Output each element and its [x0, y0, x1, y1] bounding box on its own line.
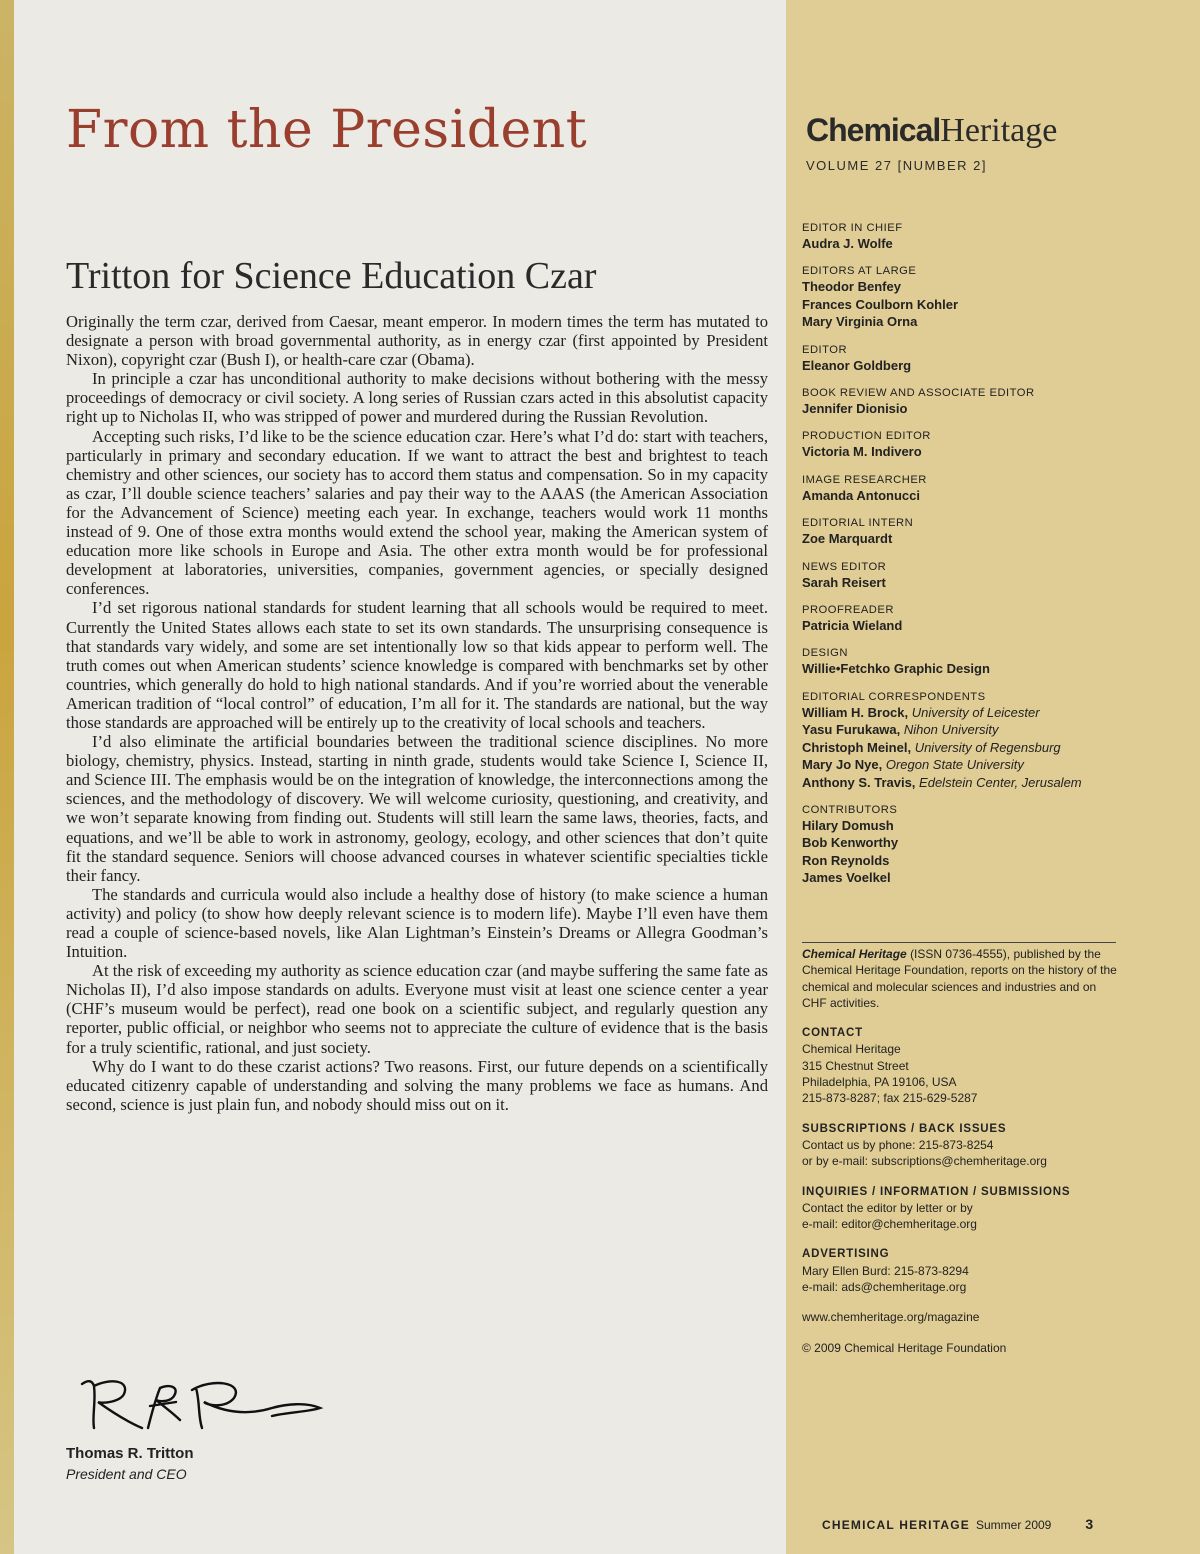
staff-role: EDITOR IN CHIEF [802, 222, 903, 234]
subscriptions-email[interactable]: or by e-mail: subscriptions@chemheritage.org [802, 1154, 1047, 1169]
staff-person: James Voelkel [802, 870, 891, 886]
staff-block [802, 646, 1182, 677]
page-number: 3 [1085, 1516, 1094, 1532]
staff-person: Yasu Furukawa, Nihon University [802, 722, 999, 738]
copyright: © 2009 Chemical Heritage Foundation [802, 1340, 1007, 1355]
staff-person: Willie•Fetchko Graphic Design [802, 661, 990, 677]
staff-person: Anthony S. Travis, Edelstein Center, Jerusalem [802, 774, 1082, 790]
staff-block [802, 221, 1182, 252]
staff-block [802, 343, 1182, 374]
footer-publication: CHEMICAL HERITAGE [822, 1518, 970, 1532]
staff-block [802, 603, 1182, 634]
staff-person: Jennifer Dionisio [802, 401, 908, 417]
staff-role: DESIGN [802, 647, 848, 660]
website-link[interactable]: www.chemheritage.org/magazine [802, 1310, 980, 1325]
staff-list [802, 221, 1182, 899]
staff-person: William H. Brock, University of Leicester [802, 704, 1040, 720]
article-paragraph: In principle a czar has unconditional authority to make decisions without bothering with the messy proceedings of democracy or civil society. A long series of Russian czars acted in this absolutist capacity right up to Nicholas II, who was stripped of power and murdered during the Russian Revolution. [66, 369, 768, 427]
staff-person: Zoe Marquardt [802, 531, 893, 547]
staff-role: EDITORIAL CORRESPONDENTS [802, 690, 986, 703]
article-paragraph: I’d set rigorous national standards for student learning that all schools would be required to meet. Currently the United States allows each state to set its own standards. The unsurprising consequence is that standards vary widely, and some are set intentionally low so that kids appear to perform well. The truth comes out when American students’ science knowledge is compared with benchmarks set by other countries, which generally do hold to high national standards. And if you’re worried about the venerable American tradition of “local control” of education, I’m all for it. The standards are national, but the way those standards are approached will be entirely up to the creativity of local schools and teachers. [66, 598, 768, 732]
staff-person: Hilary Domush [802, 817, 894, 833]
page-footer [822, 1516, 1093, 1532]
advertising-block: ADVERTISING Mary Ellen Burd: 215-873-8294 e-mail: ads@chemheritage.org [802, 1246, 1122, 1295]
publication-info [802, 946, 1122, 1370]
magazine-page [14, 0, 1200, 1554]
article-body [66, 312, 768, 1114]
section-title: From the President [66, 100, 588, 160]
author-title: President and CEO [66, 1466, 187, 1482]
staff-block [802, 803, 1182, 887]
author-name: Thomas R. Tritton [66, 1445, 194, 1462]
article-paragraph: Why do I want to do these czarist actions? Two reasons. First, our future depends on a scientifically educated citizenry capable of understanding and solving the many problems we face as humans. And second, science is just plain fun, and nobody should miss out on it. [66, 1056, 768, 1114]
article-paragraph: Originally the term czar, derived from Caesar, meant emperor. In modern times the term has mutated to designate a person with broad governmental authority, as in energy czar (first appointed by President Nixon), copyright czar (Bush I), or health-care czar (Obama). [66, 312, 768, 370]
staff-role: IMAGE RESEARCHER [802, 473, 927, 486]
staff-person: Amanda Antonucci [802, 487, 920, 503]
staff-role: CONTRIBUTORS [802, 803, 898, 816]
article-paragraph: Accepting such risks, I’d like to be the science education czar. Here’s what I’d do: start with teachers, particularly in primary and secondary education. If we want to attract the best and brightest to teach chemistry and other sciences, our society has to accord them status and compensation. So in my capacity as czar, I’ll double science teachers’ salaries and pay their way to the AAAS (the American Association for the Advancement of Science) meeting each year. In exchange, teachers would work 11 months instead of 9. One of those extra months would extend the school year, making the American system of education more like schools in Europe and Asia. The other extra month would be for professional development at laboratories, universities, companies, government agencies, or specially designed conferences. [66, 426, 768, 599]
staff-person: Mary Virginia Orna [802, 314, 918, 330]
staff-person: Patricia Wieland [802, 618, 903, 634]
staff-person: Christoph Meinel, University of Regensburg [802, 739, 1061, 755]
staff-person: Audra J. Wolfe [802, 236, 893, 251]
staff-block [802, 516, 1182, 547]
article-column [14, 0, 786, 1554]
staff-person: Bob Kenworthy [802, 835, 899, 851]
staff-person: Theodor Benfey [802, 279, 901, 295]
staff-block [802, 264, 1182, 330]
staff-role: EDITOR [802, 343, 848, 356]
copyright-block [802, 1340, 1122, 1356]
staff-person: Sarah Reisert [802, 574, 886, 590]
staff-role: PRODUCTION EDITOR [802, 430, 931, 443]
staff-role: BOOK REVIEW AND ASSOCIATE EDITOR [802, 387, 1035, 400]
publication-desc: Chemical Heritage (ISSN 0736-4555), published by the Chemical Heritage Foundation, reports on the history of the chemical and molecular sciences and industries and on CHF activities. [802, 947, 1117, 1010]
staff-block [802, 473, 1182, 504]
article-paragraph: At the risk of exceeding my authority as science education czar (and maybe suffering the same fate as Nicholas II), I’d also impose standards on adults. Everyone must visit at least one science center a year (CHF’s museum would be perfect), read one book on a scientific subject, and regularly question any reporter, public official, or neighbor who seems not to appreciate the culture of evidence that is the basis for a truly scientific, rational, and just society. [66, 961, 768, 1057]
page-edge [0, 0, 14, 1554]
staff-block [802, 690, 1182, 791]
staff-role: EDITORIAL INTERN [802, 517, 914, 530]
footer-issue: Summer 2009 [975, 1518, 1052, 1532]
staff-person: Eleanor Goldberg [802, 357, 912, 373]
staff-role: EDITORS AT LARGE [802, 265, 917, 278]
masthead-volume: VOLUME 27 [NUMBER 2] [806, 158, 987, 173]
signature-image [76, 1372, 336, 1442]
staff-role: NEWS EDITOR [802, 560, 887, 573]
article-title: Tritton for Science Education Czar [66, 255, 597, 297]
masthead-logo-bold: Chemical [806, 112, 941, 148]
divider [802, 942, 1116, 943]
masthead-logo-light: Heritage [940, 112, 1058, 149]
staff-person: Frances Coulborn Kohler [802, 296, 959, 312]
article-paragraph: The standards and curricula would also include a healthy dose of history (to make science a human activity) and policy (to show how deeply relevant science is to modern life). Maybe I’ll even have them read a couple of science-based novels, like Alan Lightman’s Einstein’s Dreams or Allegra Goodman’s Intuition. [66, 884, 768, 962]
ads-email[interactable]: e-mail: ads@chemheritage.org [802, 1280, 967, 1295]
staff-block [802, 560, 1182, 591]
contact-block: CONTACT Chemical Heritage 315 Chestnut Street Philadelphia, PA 19106, USA 215-873-8287; fax 215-629-5287 [802, 1027, 978, 1106]
staff-person: Ron Reynolds [802, 852, 890, 868]
subscriptions-block: SUBSCRIPTIONS / BACK ISSUES Contact us by phone: 215-873-8254 or by e-mail: subscriptions@chemheritage.org [802, 1121, 1122, 1170]
inquiries-block: INQUIRIES / INFORMATION / SUBMISSIONS Contact the editor by letter or by e-mail: editor@chemheritage.org [802, 1184, 1122, 1233]
article-paragraph: I’d also eliminate the artificial boundaries between the traditional science disciplines. No more biology, chemistry, physics. Instead, starting in ninth grade, students would take Science I, Science II, and Science III. The emphasis would be on the integration of knowledge, the interconnections among the sciences, and the methodology of discovery. We will welcome curiosity, questioning, and creativity, and we won’t separate knowing from finding out. Students will still learn the same laws, theories, facts, and equations, and we’ll be able to work in astronomy, geology, ecology, and other sciences that don’t quite fit the standard sequence. Seniors will choose advanced courses in whatever scientific specialties tickle their fancy. [66, 732, 768, 885]
staff-block [802, 386, 1182, 417]
staff-block [802, 429, 1182, 460]
staff-role: PROOFREADER [802, 604, 894, 617]
editor-email[interactable]: e-mail: editor@chemheritage.org [802, 1217, 977, 1232]
website-block [802, 1309, 1122, 1325]
staff-person: Victoria M. Indivero [802, 444, 922, 460]
masthead-column [786, 0, 1200, 1554]
masthead-logo [806, 112, 1057, 150]
staff-person: Mary Jo Nye, Oregon State University [802, 757, 1024, 773]
